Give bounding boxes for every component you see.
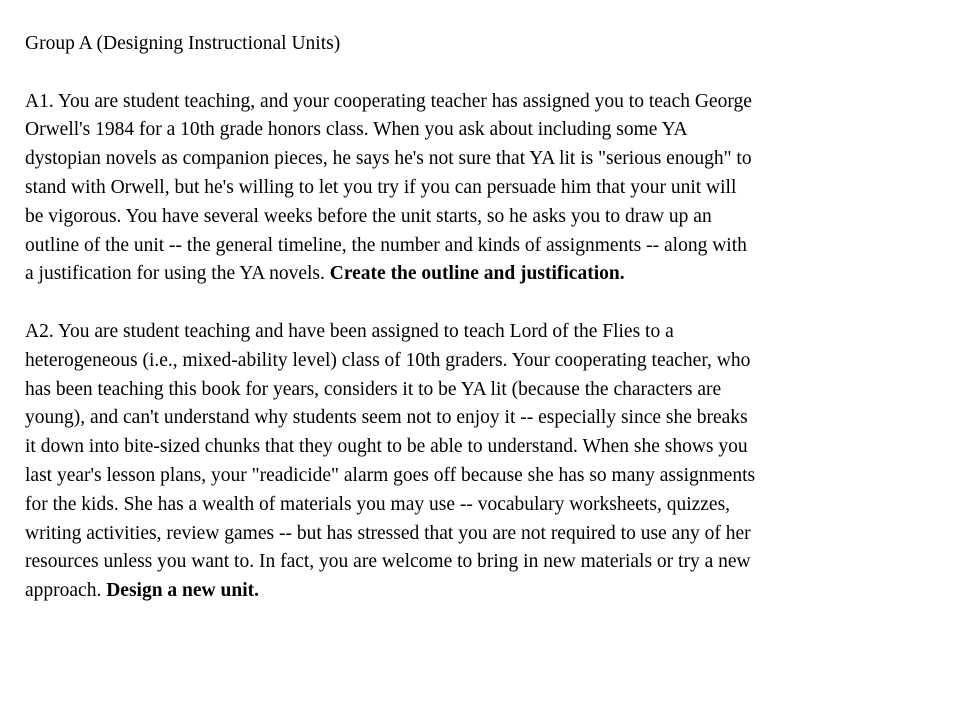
scenario-a1-line: A1. You are student teaching, and your cooperating teacher has assigned you to teach George bbox=[25, 90, 752, 112]
scenario-a2-line: has been teaching this book for years, considers it to be YA lit (because the characters are bbox=[25, 378, 722, 400]
slide-heading: Group A (Designing Instructional Units) bbox=[25, 33, 341, 54]
scenario-a1-line: outline of the unit -- the general timeline, the number and kinds of assignments -- along with bbox=[25, 234, 747, 256]
scenario-a1 bbox=[25, 88, 935, 290]
scenario-a2-line: last year's lesson plans, your "readicide" alarm goes off because she has so many assignments bbox=[25, 464, 756, 486]
scenario-a1-line: Orwell's 1984 for a 10th grade honors class. When you ask about including some YA bbox=[25, 119, 688, 141]
scenario-a1-line: be vigorous. You have several weeks before the unit starts, so he asks you to draw up an bbox=[25, 205, 712, 227]
scenario-a1-line: a justification for using the YA novels. bbox=[25, 263, 330, 285]
slide-body bbox=[25, 30, 935, 606]
scenario-a1-last-line bbox=[25, 260, 935, 289]
scenario-a2-line: A2. You are student teaching and have been assigned to teach Lord of the Flies to a bbox=[25, 320, 674, 342]
scenario-a1-task: Create the outline and justification. bbox=[329, 263, 625, 285]
paragraph-spacer bbox=[25, 59, 935, 88]
paragraph-spacer bbox=[25, 289, 935, 318]
scenario-a2-line: writing activities, review games -- but has stressed that you are not required to use any of her bbox=[25, 522, 751, 544]
scenario-a2-last-line bbox=[25, 577, 935, 606]
scenario-a2-task: Design a new unit. bbox=[106, 580, 259, 602]
scenario-a2-line: approach. bbox=[25, 580, 107, 602]
scenario-a2-line: it down into bite-sized chunks that they ought to be able to understand. When she shows you bbox=[25, 436, 748, 458]
scenario-a1-line: dystopian novels as companion pieces, he says he's not sure that YA lit is "serious enough" to bbox=[25, 148, 752, 170]
scenario-a2 bbox=[25, 318, 935, 606]
scenario-a2-line: young), and can't understand why students seem not to enjoy it -- especially since she breaks bbox=[25, 407, 748, 429]
scenario-a2-line: for the kids. She has a wealth of materials you may use -- vocabulary worksheets, quizzes, bbox=[25, 493, 731, 515]
scenario-a2-line: resources unless you want to. In fact, you are welcome to bring in new materials or try a new bbox=[25, 551, 751, 573]
scenario-a1-line: stand with Orwell, but he's willing to let you try if you can persuade him that your unit will bbox=[25, 176, 737, 198]
scenario-a2-line: heterogeneous (i.e., mixed-ability level) class of 10th graders. Your cooperating teacher, who bbox=[25, 349, 751, 371]
